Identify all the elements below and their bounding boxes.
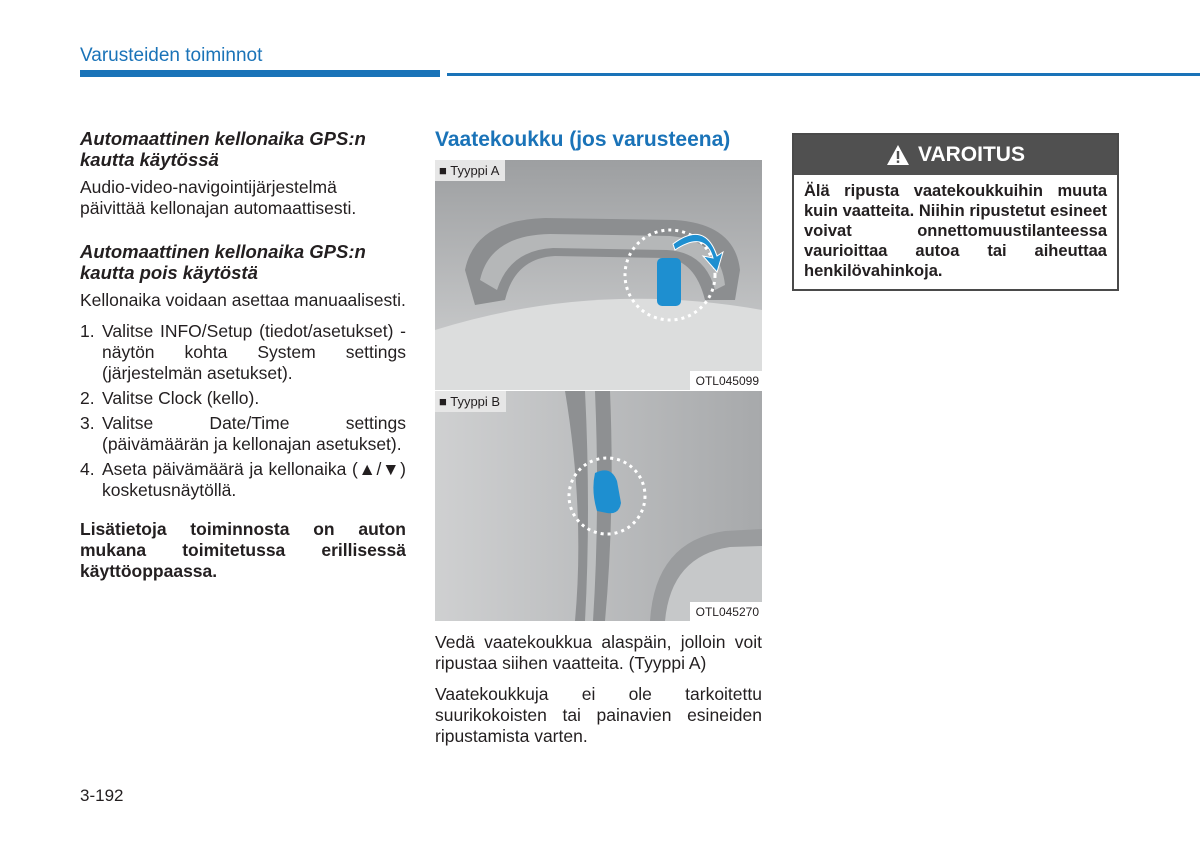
more-info-note: Lisätietoja toiminnosta on auton mukana toimitetussa erillisessä käyttöoppaassa.: [80, 519, 406, 581]
list-item: 1. Valitse INFO/Setup (tiedot/asetukset) -näytön kohta System settings (järjestelmän asetukset).: [80, 321, 406, 383]
warning-text: Älä ripusta vaatekoukkuihin muuta kuin vaatteita. Niihin ripustetut esineet voivat onnettomuustilanteessa vaurioittaa autoa tai aiheuttaa henkilövahinkoja.: [804, 182, 1107, 280]
left-column: [80, 128, 406, 582]
coat-hook-a-illustration: [435, 160, 762, 390]
gps-off-text: Kellonaika voidaan asettaa manuaalisesti.: [80, 290, 406, 310]
gps-on-text: Audio-video-navigointijärjestelmä päivittää kellonajan automaattisesti.: [80, 177, 357, 218]
warning-triangle-icon: [886, 144, 910, 166]
figure-a-label: ■ Tyyppi A: [435, 160, 505, 181]
warning-header: [794, 135, 1117, 175]
page-number: 3-192: [80, 786, 124, 805]
figure-b-label: ■ Tyyppi B: [435, 391, 506, 412]
list-item: 4. Aseta päivämäärä ja kellonaika (▲/▼) kosketusnäytöllä.: [80, 459, 406, 500]
coat-hook-b-illustration: [435, 391, 762, 621]
gps-off-heading: Automaattinen kellonaika GPS:n kautta pois käytöstä: [80, 241, 366, 283]
list-item: 2. Valitse Clock (kello).: [80, 388, 260, 408]
header-rule-thin: [447, 73, 1200, 76]
steps-list: [80, 321, 406, 501]
warning-box: [792, 133, 1119, 291]
figure-type-b: [435, 391, 762, 622]
figure-a-code: OTL045099: [690, 371, 762, 390]
right-column: [792, 133, 1119, 291]
header-rule-thick: [80, 70, 440, 77]
warning-title: VAROITUS: [918, 143, 1025, 166]
running-header: Varusteiden toiminnot: [80, 45, 263, 66]
list-item: 3. Valitse Date/Time settings (päivämäärän ja kellonajan asetukset).: [80, 413, 406, 454]
gps-on-heading: Automaattinen kellonaika GPS:n kautta käytössä: [80, 128, 366, 170]
coat-hook-heading: Vaatekoukku (jos varusteena): [435, 128, 731, 151]
figure-b-code: OTL045270: [690, 602, 762, 621]
coat-hook-limit-text: Vaatekoukkuja ei ole tarkoitettu suurikokoisten tai painavien esineiden ripustamista varten.: [435, 684, 762, 746]
middle-column: [435, 128, 762, 755]
coat-hook-usage-text: Vedä vaatekoukkua alaspäin, jolloin voit ripustaa siihen vaatteita. (Tyyppi A): [435, 632, 762, 673]
figure-type-a: [435, 160, 762, 391]
